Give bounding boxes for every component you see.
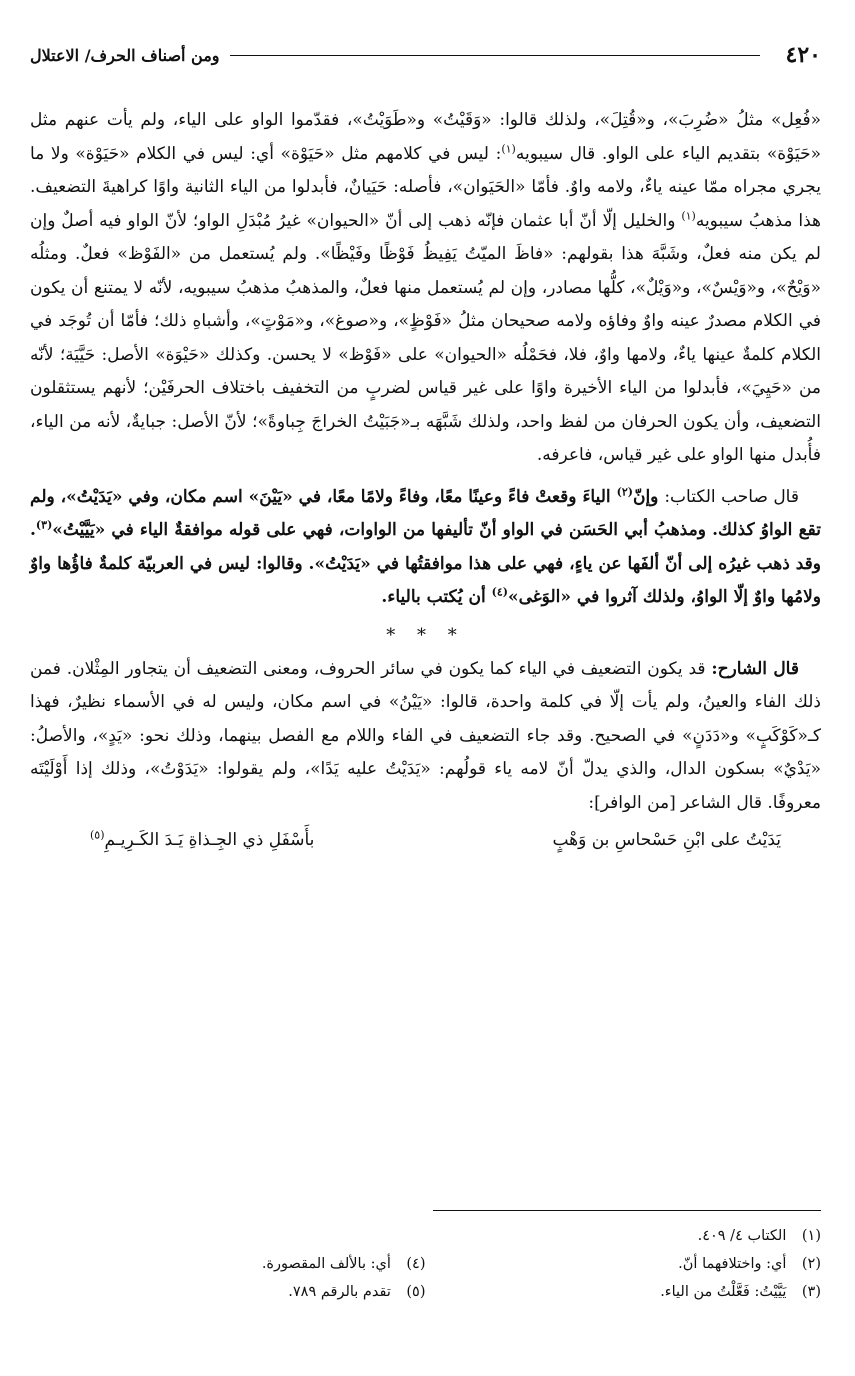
verse-hemistich-2: بأَسْفَلِ ذي الجِـذاةِ يَـدَ الكَـرِيـمِ bbox=[104, 830, 315, 850]
footnote-rule bbox=[433, 1210, 821, 1211]
quote-paragraph bbox=[30, 481, 821, 615]
footnote-2 bbox=[426, 1250, 822, 1278]
footnote-number: (٣) bbox=[801, 1284, 821, 1300]
quote-text-c: . وقد ذهب غيرُه إلى أنّ ألفَها عن ياءٍ، فهي على هذا موافقتُها في «يَدَيْتُ». وقالوا: ليس في العربيّة كلمةٌ فاؤُها واوٌ ولامُها واوٌ إلّا الواوُ، ولذلك آثروا في «الوَغى» bbox=[30, 520, 821, 607]
footnote-number: (٢) bbox=[801, 1256, 821, 1272]
footnote-1 bbox=[426, 1222, 822, 1250]
commentary-lead: قال الشارح: bbox=[711, 658, 799, 679]
footnote-ref-4[interactable]: (٤) bbox=[491, 585, 508, 599]
footnote-ref-1b[interactable]: (١) bbox=[681, 208, 696, 222]
quote-text-a: وإنّ bbox=[632, 486, 665, 507]
quote-text-b: الياءَ وقعتْ فاءً وعينًا معًا، وفاءً ولامًا معًا، في «يَيْنَ» اسم مكان، وفي «يَدَيْتُ»، ولم تقع الواوُ كذلك. ومذهبُ أبي الحَسَن في الواو أنّ تأليفها من الواوات، فهي على قوله موافقةٌ الياء في «يَيَّيْتُ» bbox=[30, 486, 821, 540]
footnote-4 bbox=[30, 1250, 426, 1278]
footnote-ref-2[interactable]: (٢) bbox=[616, 484, 633, 498]
section-separator: * * * bbox=[386, 624, 465, 646]
footnotes bbox=[30, 1222, 821, 1306]
page-number: ٤٢٠ bbox=[785, 42, 821, 68]
footnote-ref-1[interactable]: (١) bbox=[501, 141, 516, 155]
poetry-verse bbox=[30, 820, 821, 860]
footnote-5 bbox=[30, 1278, 426, 1306]
main-paragraph bbox=[30, 104, 821, 473]
verse-hemistich-1: يَدَيْتُ على ابْنِ حَسْحاسِ بن وَهْبٍ bbox=[552, 830, 781, 850]
page-body bbox=[30, 104, 821, 860]
footnote-text: تقدم بالرقم ٧٨٩. bbox=[288, 1284, 391, 1300]
commentary-paragraph bbox=[30, 653, 821, 821]
main-text-c: والخليل إلّا أنّ أبا عثمان فإنّه ذهب إلى أنّ «الحيوان» غيرُ مُبْدَلِ الواو؛ لأنّ الواو فيه أصلٌ وإن لم يكن منه فعلٌ، وشَبَّهَ هذا بقولهم: «فاظَ الميّتُ يَفِيظُ فَوْظًا وفَيْظًا». ولم يُستعمل من «الفَوْظ» فعلٌ. ومثلُه «وَيْحٌ»، و«وَيْسٌ»، و«وَيْلٌ»، كلُّها مصادر، وإن لم يُستعمل منها فعلٌ، والمذهبُ مذهبُ سيبويه، لأنّه لا يمتنع أن يكون في الكلام مصدرٌ عينه واوٌ وفاؤه ولامه صحيحان مثلُ «فَوْظٍ»، و«صوغ»، و«مَوْتٍ»، وأشباهِ ذلك؛ فأمّا أن تُوجَد في الكلام كلمةٌ عينها ياءٌ، ولامها واوٌ، فلا، فحَمْلُه «الحيوان» على «فَوْظ» لا يحسن. وكذلك «حَيْوَة» الأصل: حَيَّيَة؛ لأنّه من «حَيِيَ»، فأبدلوا من الياء الأخيرة واوًا على غير قياس لضربٍ من التخفيف باختلاف الحرفَيْن؛ لأنهم يستثقلون التضعيف، وأن يكون الحرفان من لفظ واحد، ولذلك شَبَّهَه بـ«جَبَيْتُ الخراجَ جِباوةً»؛ لأنّ الأصل: جبايةٌ، لأنه من الياء، فأُبدل منها الواو على غير قياس، فاعرفه. bbox=[30, 210, 821, 465]
footnote-text: يَيَّيْتُ: فَعَّلْتُ من الياء. bbox=[660, 1284, 787, 1300]
footnote-row bbox=[30, 1222, 821, 1250]
commentary-text: قد يكون التضعيف في الياء كما يكون في سائر الحروف، ومعنى التضعيف أن يتجاور المِثْلان. فمن ذلك الفاء والعينُ، ولم يأت إلّا في كلمة واحدة، قالوا: «يَيْنُ» في اسم مكان، وليس له في الأسماء نظيرٌ، فهذا كـ«كَوْكَبٍ» و«دَدَنٍ» في الصحيح. وقد جاء التضعيف في الفاء واللام مع الفصل بينهما، وذلك نحو: «يَدٍ»، والأصلُ: «يَدْيٌ» بسكون الدال، والذي يدلّ أنّ لامه ياء قولُهم: «يَدَيْتُ عليه يَدًا»، ولم يقولوا: «يَدَوْتُ»، وذلك إذا أَوْلَيْتَه معروفًا. قال الشاعر [من الوافر]: bbox=[30, 658, 821, 813]
quote-text-d: أن يُكتب بالياء. bbox=[381, 587, 492, 607]
footnote-text: أي: بالألف المقصورة. bbox=[261, 1256, 391, 1272]
footnote-number: (١) bbox=[801, 1228, 821, 1244]
header-rule bbox=[230, 55, 760, 56]
footnote-3 bbox=[426, 1278, 822, 1306]
footnote-ref-5[interactable]: (٥) bbox=[90, 828, 105, 842]
page-header bbox=[30, 38, 821, 72]
main-text-b: : ليس في كلامهم مثل «حَيَوْة» أي: ليس في الكلام «حَيَوْة» ولا ما يجري مجراه ممّا عينه ياءٌ، ولامه واوٌ. فأمّا «الحَيَوان»، فأصله: حَيَيانٌ، فأبدلوا من الياء الثانية واوًا كراهيةَ التضعيف. هذا مذهبُ سيبويه bbox=[30, 143, 821, 231]
footnote-number: (٤) bbox=[406, 1256, 426, 1272]
footnote-number: (٥) bbox=[406, 1284, 426, 1300]
footnote-row bbox=[30, 1278, 821, 1306]
verse-hemistich-2-wrap bbox=[90, 820, 314, 860]
running-title: ومن أصناف الحرف/ الاعتلال bbox=[30, 45, 220, 65]
quote-lead: قال صاحب الكتاب: bbox=[664, 486, 799, 507]
footnote-ref-3[interactable]: (٣) bbox=[35, 518, 53, 532]
footnote-row bbox=[30, 1250, 821, 1278]
footnote-text: أي: واختلافهما أنّ. bbox=[678, 1256, 787, 1272]
footnote-text: الكتاب ٤/ ٤٠٩. bbox=[697, 1228, 787, 1244]
main-text-a: «فُعِل» مثلُ «ضُرِبَ»، و«قُتِلَ»، ولذلك قالوا: «وَقَيْتُ» و«طَوَيْتُ»، فقدّموا الواو على الياء، ولم يأت عنهم مثل «حَيَوْة» بتقديم الياء على الواو. قال سيبويه bbox=[30, 110, 821, 164]
